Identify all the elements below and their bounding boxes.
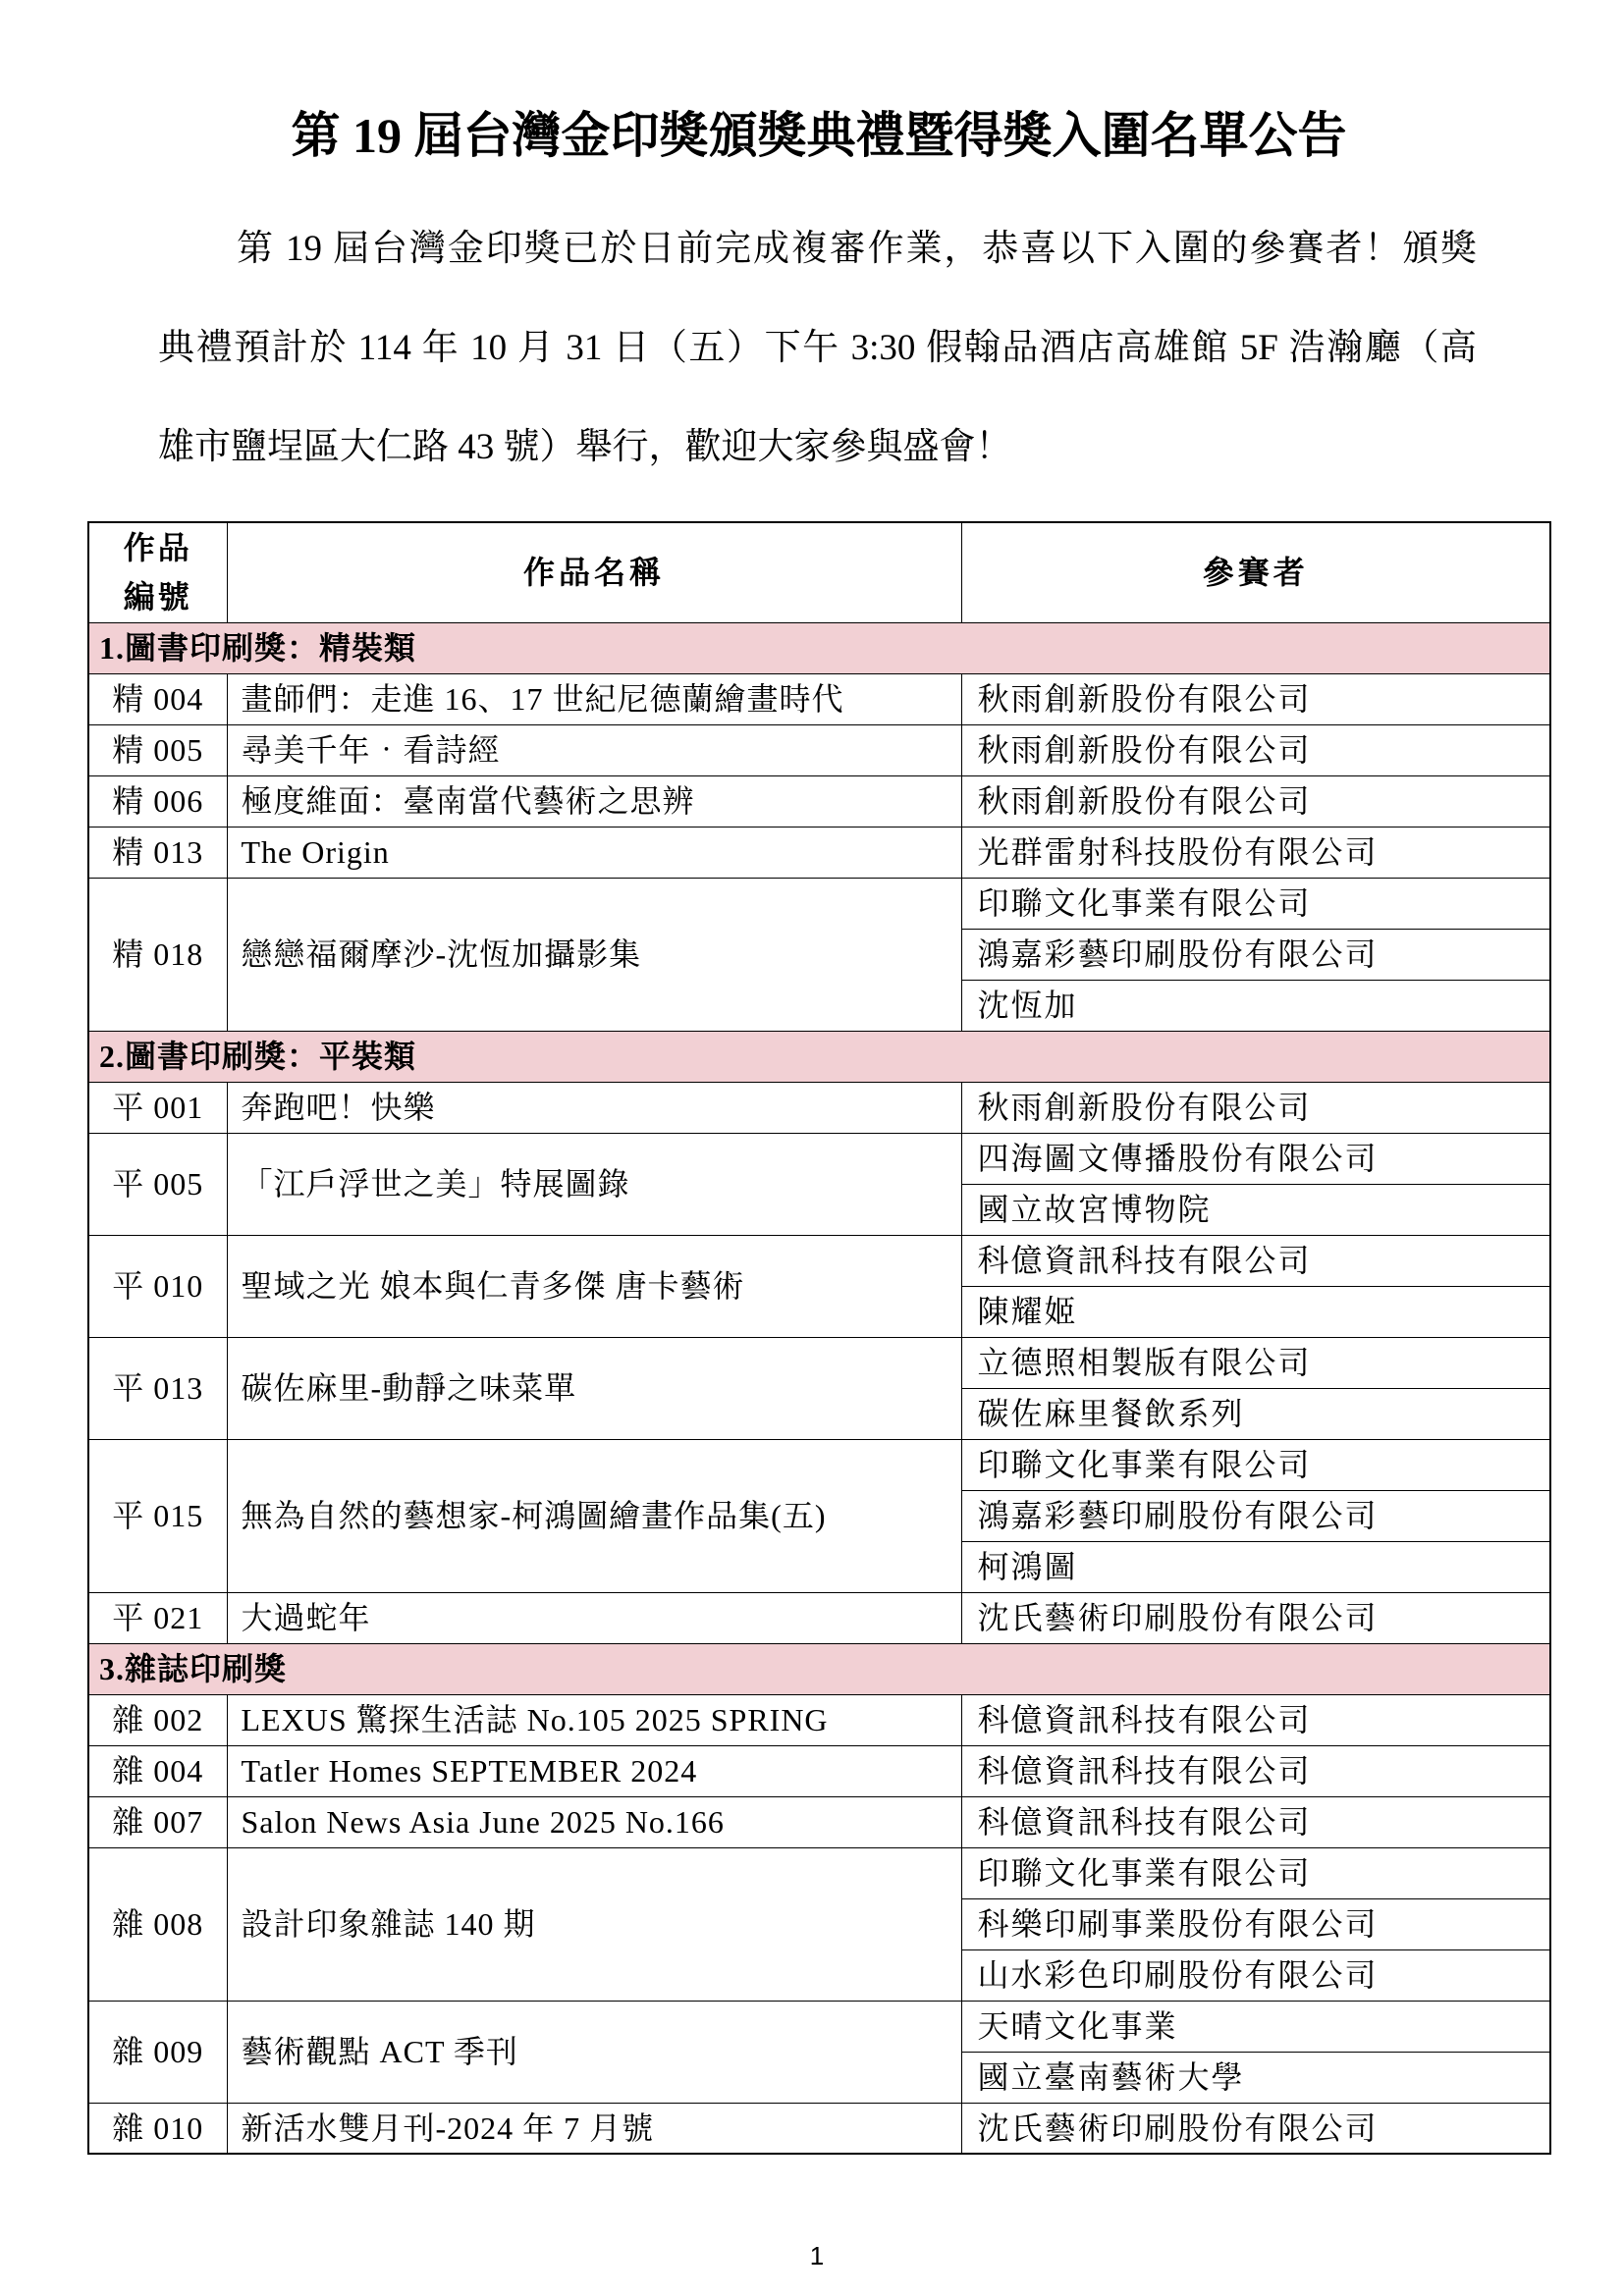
entry-title: Tatler Homes SEPTEMBER 2024 bbox=[227, 1745, 961, 1796]
entry-title: 碳佐麻里-動靜之味菜單 bbox=[227, 1337, 961, 1439]
entry-id: 精 013 bbox=[88, 827, 227, 878]
section-row bbox=[88, 1643, 1550, 1694]
entrant-name: 山水彩色印刷股份有限公司 bbox=[961, 1949, 1550, 2001]
page-title: 第 19 屆台灣金印獎頒獎典禮暨得獎入圍名單公告 bbox=[291, 108, 1347, 163]
entry-title: 新活水雙月刊-2024 年 7 月號 bbox=[227, 2103, 961, 2154]
table-row bbox=[88, 1235, 1550, 1286]
entry-id: 雜 002 bbox=[88, 1694, 227, 1745]
intro-line: 典禮預計於 114 年 10 月 31 日（五）下午 3:30 假翰品酒店高雄館 5F 浩瀚廳（高 bbox=[158, 328, 1477, 368]
table-row bbox=[88, 2001, 1550, 2052]
entry-id: 平 010 bbox=[88, 1235, 227, 1337]
table-row bbox=[88, 1694, 1550, 1745]
entrant-name: 碳佐麻里餐飲系列 bbox=[961, 1388, 1550, 1439]
table-row bbox=[88, 775, 1550, 827]
entrant-name: 國立臺南藝術大學 bbox=[961, 2052, 1550, 2103]
intro-paragraph bbox=[158, 199, 1477, 497]
entrant-name: 秋雨創新股份有限公司 bbox=[961, 673, 1550, 724]
section-title: 2.圖書印刷獎：平裝類 bbox=[88, 1031, 1550, 1082]
section-row bbox=[88, 622, 1550, 673]
entrant-name: 科億資訊科技有限公司 bbox=[961, 1694, 1550, 1745]
entrant-name: 立德照相製版有限公司 bbox=[961, 1337, 1550, 1388]
entry-id: 平 015 bbox=[88, 1439, 227, 1592]
column-header-entry-id-line: 作品 bbox=[123, 530, 192, 566]
column-header-entry-title: 作品名稱 bbox=[227, 522, 961, 622]
entry-title: 畫師們：走進 16、17 世紀尼德蘭繪畫時代 bbox=[227, 673, 961, 724]
entrant-name: 天晴文化事業 bbox=[961, 2001, 1550, 2052]
entry-id: 精 005 bbox=[88, 724, 227, 775]
entrant-name: 沈氏藝術印刷股份有限公司 bbox=[961, 2103, 1550, 2154]
entry-id: 平 001 bbox=[88, 1082, 227, 1133]
entrant-name: 科樂印刷事業股份有限公司 bbox=[961, 1898, 1550, 1949]
entrant-name: 沈恆加 bbox=[961, 980, 1550, 1031]
page-number: 1 bbox=[809, 2241, 825, 2270]
entrant-name: 印聯文化事業有限公司 bbox=[961, 878, 1550, 929]
entrant-name: 秋雨創新股份有限公司 bbox=[961, 724, 1550, 775]
table-row bbox=[88, 1082, 1550, 1133]
column-header-entry-id-line: 編號 bbox=[123, 579, 192, 615]
entry-id: 雜 009 bbox=[88, 2001, 227, 2103]
table-row bbox=[88, 673, 1550, 724]
table-row bbox=[88, 1133, 1550, 1184]
table-row bbox=[88, 1847, 1550, 1898]
table-row bbox=[88, 2103, 1550, 2154]
table-row bbox=[88, 724, 1550, 775]
table-row bbox=[88, 827, 1550, 878]
table-row bbox=[88, 1592, 1550, 1643]
entrant-name: 鴻嘉彩藝印刷股份有限公司 bbox=[961, 1490, 1550, 1541]
entry-title: 尋美千年‧看詩經 bbox=[227, 724, 961, 775]
entrant-name: 科億資訊科技有限公司 bbox=[961, 1745, 1550, 1796]
entrant-name: 科億資訊科技有限公司 bbox=[961, 1796, 1550, 1847]
entry-title: 大過蛇年 bbox=[227, 1592, 961, 1643]
entry-title: 設計印象雜誌 140 期 bbox=[227, 1847, 961, 2001]
entry-id: 精 004 bbox=[88, 673, 227, 724]
entrant-name: 科億資訊科技有限公司 bbox=[961, 1235, 1550, 1286]
entry-title: 戀戀福爾摩沙-沈恆加攝影集 bbox=[227, 878, 961, 1031]
entry-id: 平 021 bbox=[88, 1592, 227, 1643]
entry-id: 雜 004 bbox=[88, 1745, 227, 1796]
entry-id: 精 018 bbox=[88, 878, 227, 1031]
entry-id: 雜 007 bbox=[88, 1796, 227, 1847]
entry-title: The Origin bbox=[227, 827, 961, 878]
entry-title: LEXUS 驚探生活誌 No.105 2025 SPRING bbox=[227, 1694, 961, 1745]
entrant-name: 秋雨創新股份有限公司 bbox=[961, 1082, 1550, 1133]
intro-line: 雄市鹽埕區大仁路 43 號）舉行，歡迎大家參與盛會！ bbox=[158, 427, 1012, 467]
entry-title: 聖域之光 娘本與仁青多傑 唐卡藝術 bbox=[227, 1235, 961, 1337]
entrant-name: 光群雷射科技股份有限公司 bbox=[961, 827, 1550, 878]
entry-title: 藝術觀點 ACT 季刊 bbox=[227, 2001, 961, 2103]
table-row bbox=[88, 1439, 1550, 1490]
table-header-row bbox=[88, 522, 1550, 622]
entrant-name: 四海圖文傳播股份有限公司 bbox=[961, 1133, 1550, 1184]
entry-title: 「江戶浮世之美」特展圖錄 bbox=[227, 1133, 961, 1235]
intro-line: 第 19 屆台灣金印獎已於日前完成複審作業，恭喜以下入圍的參賽者！頒獎 bbox=[237, 229, 1477, 269]
entrant-name: 秋雨創新股份有限公司 bbox=[961, 775, 1550, 827]
entry-title: 無為自然的藝想家-柯鴻圖繪畫作品集(五) bbox=[227, 1439, 961, 1592]
entrant-name: 柯鴻圖 bbox=[961, 1541, 1550, 1592]
entry-title: 極度維面：臺南當代藝術之思辨 bbox=[227, 775, 961, 827]
finalist-table bbox=[87, 521, 1551, 2155]
entrant-name: 陳耀姬 bbox=[961, 1286, 1550, 1337]
entry-id: 雜 008 bbox=[88, 1847, 227, 2001]
section-title: 3.雜誌印刷獎 bbox=[88, 1643, 1550, 1694]
entrant-name: 鴻嘉彩藝印刷股份有限公司 bbox=[961, 929, 1550, 980]
section-title: 1.圖書印刷獎：精裝類 bbox=[88, 622, 1550, 673]
entry-id: 雜 010 bbox=[88, 2103, 227, 2154]
entrant-name: 印聯文化事業有限公司 bbox=[961, 1847, 1550, 1898]
table-row bbox=[88, 1796, 1550, 1847]
entrant-name: 印聯文化事業有限公司 bbox=[961, 1439, 1550, 1490]
section-row bbox=[88, 1031, 1550, 1082]
table-row bbox=[88, 878, 1550, 929]
entry-title: Salon News Asia June 2025 No.166 bbox=[227, 1796, 961, 1847]
entry-title: 奔跑吧！快樂 bbox=[227, 1082, 961, 1133]
entrant-name: 沈氏藝術印刷股份有限公司 bbox=[961, 1592, 1550, 1643]
entrant-name: 國立故宮博物院 bbox=[961, 1184, 1550, 1235]
table-row bbox=[88, 1745, 1550, 1796]
table-row bbox=[88, 1337, 1550, 1388]
entry-id: 平 005 bbox=[88, 1133, 227, 1235]
entry-id: 平 013 bbox=[88, 1337, 227, 1439]
entry-id: 精 006 bbox=[88, 775, 227, 827]
column-header-entry-id bbox=[88, 522, 227, 622]
column-header-entrant: 參賽者 bbox=[961, 522, 1550, 622]
